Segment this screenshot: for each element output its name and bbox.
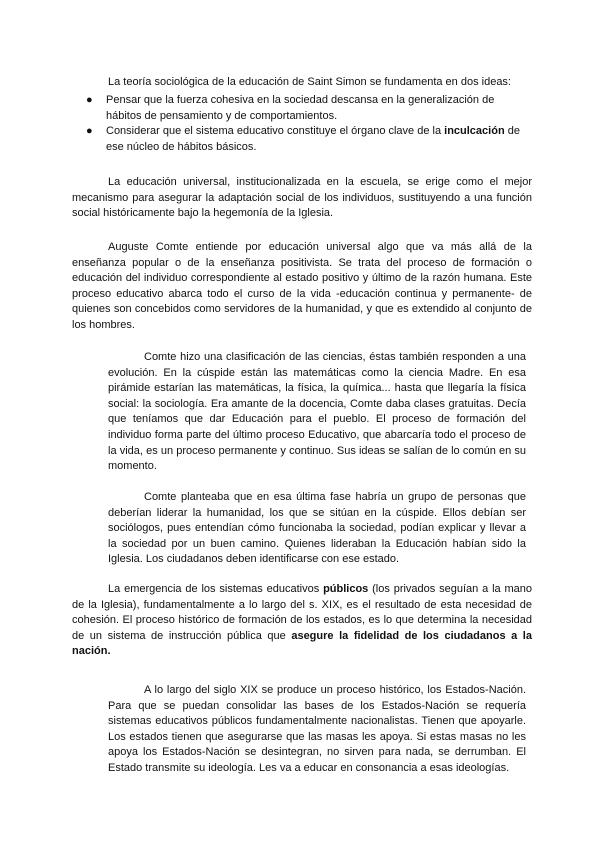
paragraph-public-systems: La emergencia de los sistemas educativos públicos (los privados seguían a la mano de la Iglesia), fundamentalmente a lo largo del s. XIX, es el resultado de esta necesidad de cohesión. El proceso histórico de formación de los estados, es lo que determina la necesidad de un sistema de instrucción pública que asegure la fidelidad de los ciudadanos a la nación. (72, 583, 532, 658)
intro-paragraph: La teoría sociológica de la educación de Saint Simon se fundamenta en dos ideas: (108, 76, 511, 88)
bullet-text: Considerar que el sistema educativo constituye el órgano clave de la inculcación de ese núcleo de hábitos básicos. (106, 125, 520, 153)
bullet-icon: ● (86, 94, 93, 106)
bold-phrase: asegure la fidelidad de los ciudadanos a la nación. (72, 629, 532, 658)
list-item (72, 124, 532, 155)
list-item (72, 93, 532, 124)
bold-term: públicos (323, 583, 369, 595)
bullet-icon: ● (86, 125, 93, 138)
paragraph-comte-sciences: Comte hizo una clasificación de las ciencias, éstas también responden a una evolución. En la cúspide están las matemáticas como la ciencia Madre. En esa pirámide estarían las matemáticas, la física, la química... hasta que llegaría la física social: la sociología. Era amante de la docencia, Comte daba clases gratuitas. Decía que teníamos que dar Educación para el pueblo. El proceso de formación del individuo forma parte del último proceso Educativo, que abarcaría todo el proceso de la vida, es un proceso permanente y continuo. Sus ideas se salían de lo común en su momento. (108, 351, 526, 473)
paragraph-comte-leaders: Comte planteaba que en esa última fase habría un grupo de personas que deberían liderar la humanidad, los que se sitúan en la cúspide. Ellos debían ser sociólogos, pues entendían cómo funcionaba la sociedad, podían explicar y llevar a la sociedad por un buen camino. Quienes lideraban la Educación habían sido la Iglesia. Los ciudadanos deben identificarse con ese estado. (108, 491, 526, 566)
bullet-list (72, 93, 532, 155)
bullet-text: Pensar que la fuerza cohesiva en la sociedad descansa en la generalización de hábitos de pensamiento y de comportamientos. (106, 94, 495, 122)
paragraph-universal-education: La educación universal, institucionalizada en la escuela, se erige como el mejor mecanismo para asegurar la adaptación social de los individuos, sustituyendo a una función social históricamente bajo la hegemonía de la Iglesia. (72, 176, 532, 220)
paragraph-nation-states: A lo largo del siglo XIX se produce un proceso histórico, los Estados-Nación. Para que se puedan consolidar las bases de los Estados-Nación se requería sistemas educativos públicos fundamentalmente nacionalistas. Tienen que apoyarle. Los estados tienen que asegurarse que las masas les apoya. Si estas masas no les apoya los Estados-Nación se desintegran, no sirven para nada, se derrumban. El Estado transmite su ideología. Les va a educar en consonancia a esas ideologías. (108, 684, 526, 774)
bold-term: inculcación (444, 125, 505, 138)
paragraph-comte-definition: Auguste Comte entiende por educación universal algo que va más allá de la enseñanza popular o de la enseñanza positivista. Se trata del proceso de formación o educación del individuo correspondiente al estado positivo y último de la razón humana. Este proceso educativo abarca todo el curso de la vida -educación continua y permanente- de quienes son concebidos como servidores de la humanidad, y que es extendido al conjunto de los hombres. (72, 241, 532, 331)
